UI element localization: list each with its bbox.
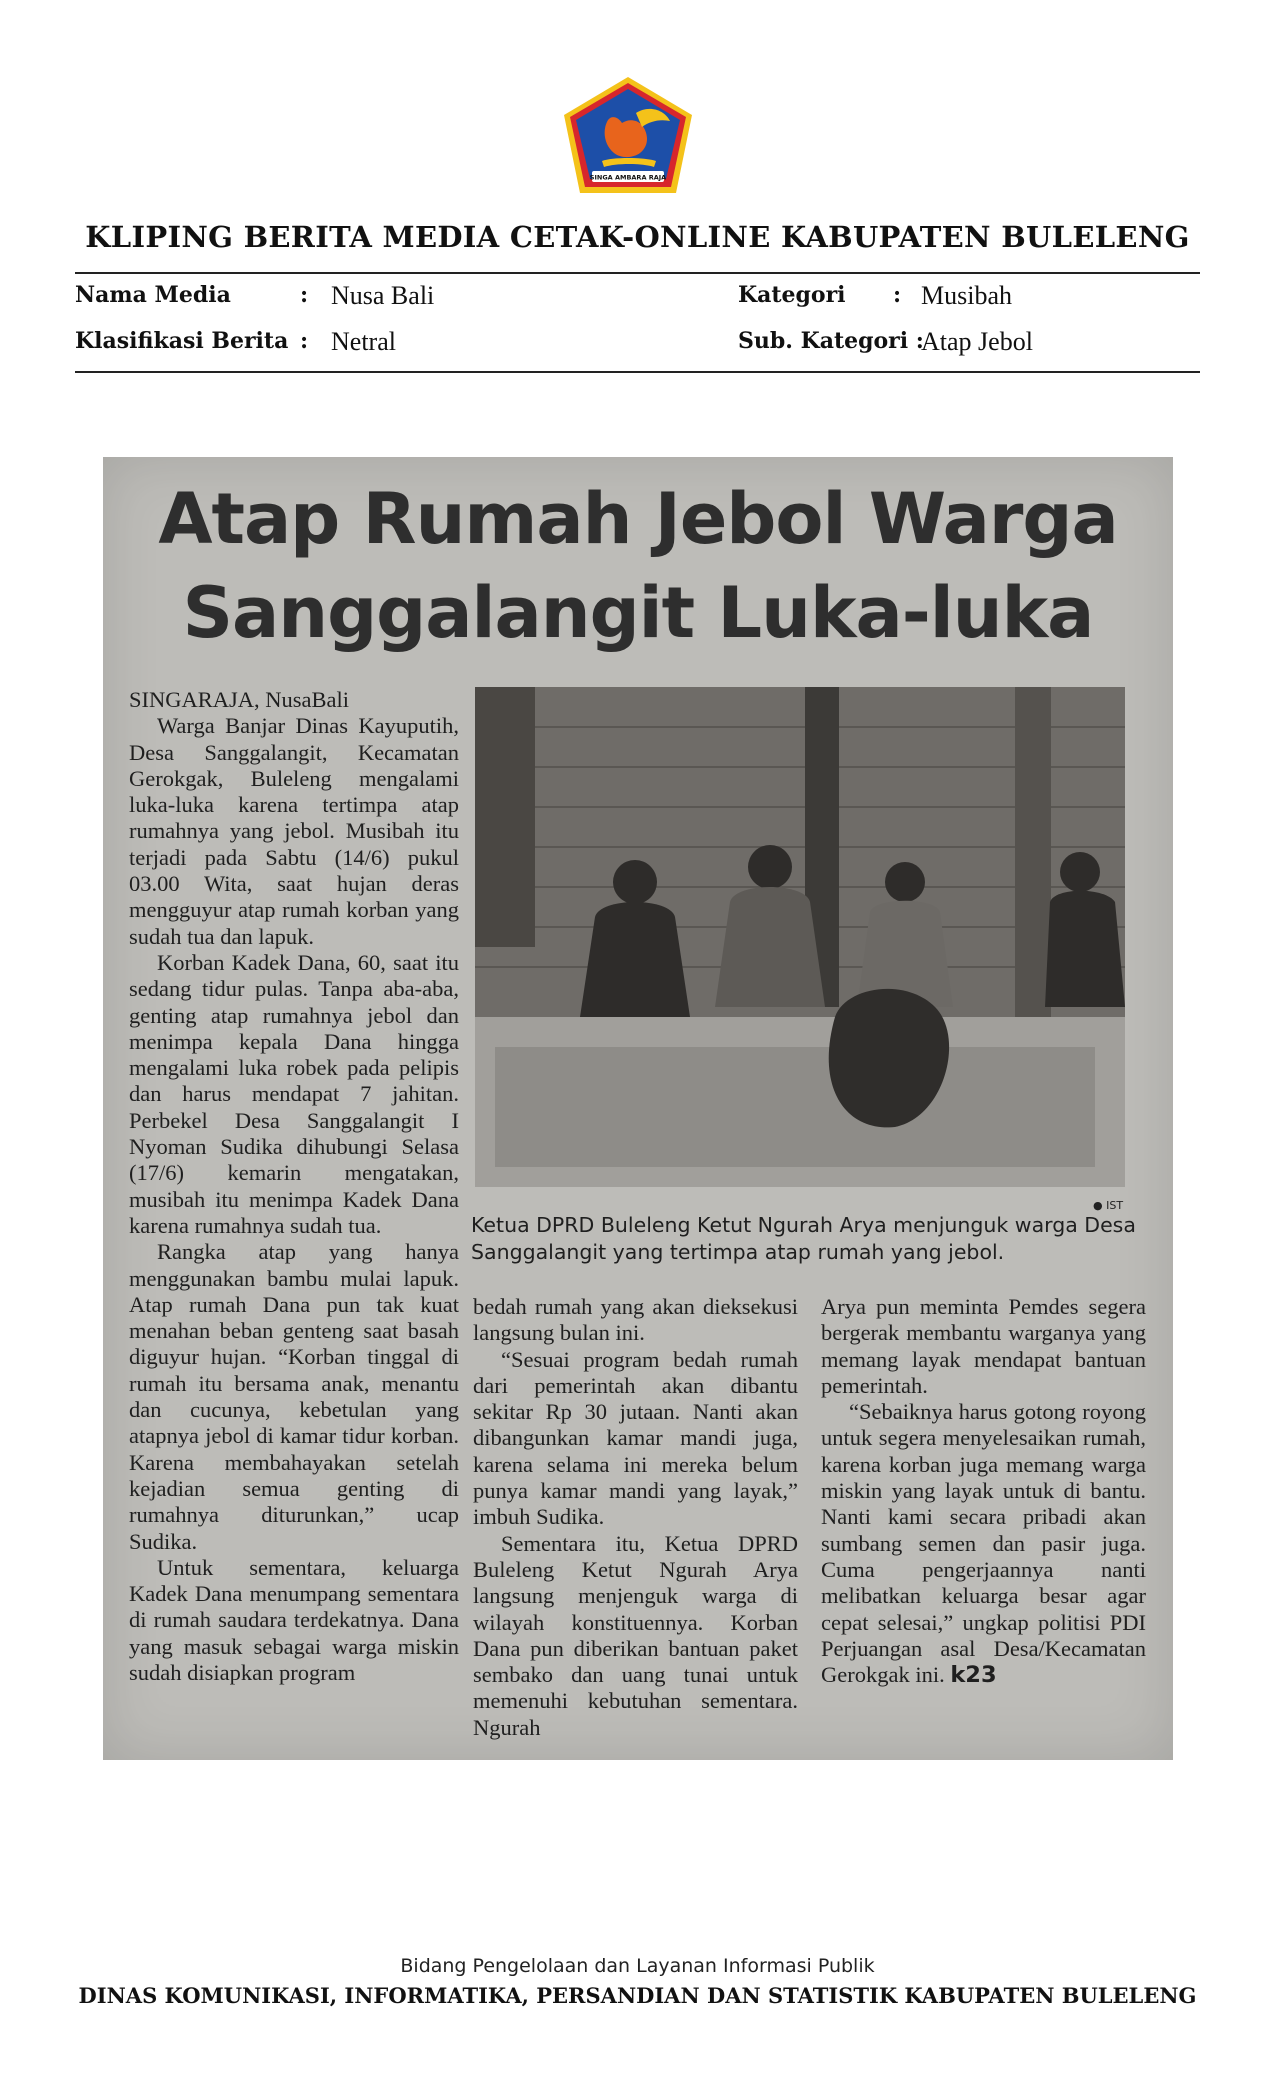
paragraph: Korban Kadek Dana, 60, saat itu sedang tidur pulas. Tanpa aba-aba, genting atap rumahnya jebol dan menimpa kepala Dana hingga mengalami luka robek pada pelipis dan harus mendapat 7 jahitan. Perbekel Desa Sanggalangit I Nyoman Sudika dihubungi Selasa (17/6) kemarin mengatakan, musibah itu menimpa Kadek Dana karena rumahnya sudah tua. bbox=[129, 949, 459, 1238]
klasifikasi-label: Klasifikasi Berita bbox=[75, 328, 289, 354]
divider-bottom bbox=[75, 371, 1200, 373]
buleleng-emblem bbox=[562, 75, 694, 200]
author-signature: k23 bbox=[950, 1662, 997, 1689]
paragraph: Untuk sementara, keluarga Kadek Dana menumpang sementara di rumah saudara terdekatnya. Dana yang masuk sebagai warga miskin sudah disiapkan program bbox=[129, 1554, 459, 1685]
kategori-label: Kategori bbox=[738, 282, 846, 308]
document-title: KLIPING BERITA MEDIA CETAK-ONLINE KABUPATEN BULELENG bbox=[85, 220, 1190, 254]
colon: : bbox=[893, 282, 902, 308]
paragraph: “Sesuai program bedah rumah dari pemerintah akan dibantu sekitar Rp 30 jutaan. Nanti akan dibangunkan kamar mandi juga, karena selama ini mereka belum punya kamar mandi yang layak,” imbuh Sudika. bbox=[473, 1346, 798, 1530]
article-column-2 bbox=[473, 1294, 798, 1741]
sub-kategori-value: Atap Jebol bbox=[921, 327, 1033, 356]
news-photo bbox=[475, 687, 1125, 1187]
dateline: SINGARAJA, NusaBali bbox=[129, 687, 350, 712]
paragraph: Warga Banjar Dinas Kayuputih, Desa Sanggalangit, Kecamatan Gerokgak, Buleleng mengalami luka-luka karena tertimpa atap rumahnya yang jebol. Musibah itu terjadi pada Sabtu (14/6) pukul 03.00 Wita, saat hujan deras mengguyur atap rumah korban yang sudah tua dan lapuk. bbox=[129, 713, 459, 949]
colon: : bbox=[300, 328, 309, 354]
mat bbox=[495, 1047, 1095, 1167]
colon: : bbox=[300, 282, 309, 308]
headline-line-2: Sanggalangit Luka-luka bbox=[182, 572, 1094, 654]
photo-caption: Ketua DPRD Buleleng Ketut Ngurah Arya menjunguk warga Desa Sanggalangit yang tertimpa atap rumah yang jebol. bbox=[471, 1213, 1136, 1264]
divider-top bbox=[75, 272, 1200, 274]
paragraph: Sementara itu, Ketua DPRD Buleleng Ketut Ngurah Arya langsung menjenguk warga di wilayah konstituennya. Korban Dana pun diberikan bantuan paket sembako dan uang tunai untuk memenuhi kebutuhan sementara. Ngurah bbox=[473, 1530, 798, 1740]
news-clipping bbox=[103, 457, 1173, 1760]
footer-agency: DINAS KOMUNIKASI, INFORMATIKA, PERSANDIAN DAN STATISTIK KABUPATEN BULELENG bbox=[78, 1983, 1197, 2008]
sub-kategori-label: Sub. Kategori : bbox=[738, 328, 924, 354]
article-column-1 bbox=[129, 687, 459, 1686]
door bbox=[475, 687, 535, 947]
paragraph: bedah rumah yang akan dieksekusi langsung bulan ini. bbox=[473, 1294, 798, 1346]
photo-credit: ● IST bbox=[1093, 1199, 1124, 1212]
paragraph-text: “Sebaiknya harus gotong royong untuk segera menyelesaikan rumah, karena korban juga memang warga miskin yang layak untuk di bantu. Nanti kami secara pribadi akan sumbang semen dan pasir juga. Cuma pengerjaannya nanti melibatkan keluarga besar agar cepat selesai,” ungkap politisi PDI Perjuangan asal Desa/Kecamatan Gerokgak ini. bbox=[821, 1399, 1146, 1688]
paragraph: Rangka atap yang hanya menggunakan bambu mulai lapuk. Atap rumah Dana pun tak kuat menahan beban genteng saat basah diguyur hujan. “Korban tinggal di rumah itu bersama anak, menantu dan cucunya, kebetulan yang atapnya jebol di kamar tidur korban. Karena membahayakan setelah kejadian semua genting di rumahnya diturunkan,” ucap Sudika. bbox=[129, 1239, 459, 1554]
paragraph: Arya pun meminta Pemdes segera bergerak membantu warganya yang memang layak mendapat bantuan pemerintah. bbox=[821, 1294, 1146, 1398]
headline-line-1: Atap Rumah Jebol Warga bbox=[158, 478, 1118, 560]
nama-media-label: Nama Media bbox=[75, 282, 231, 308]
kategori-value: Musibah bbox=[921, 281, 1012, 310]
photo-credit-text: IST bbox=[1106, 1199, 1124, 1212]
nama-media-value: Nusa Bali bbox=[331, 281, 435, 310]
footer-department: Bidang Pengelolaan dan Layanan Informasi Publik bbox=[400, 1955, 875, 1977]
emblem-ribbon-text: SINGA AMBARA RAJA bbox=[589, 173, 667, 182]
article-column-3 bbox=[821, 1294, 1146, 1688]
klasifikasi-value: Netral bbox=[331, 327, 396, 356]
paragraph bbox=[821, 1399, 1146, 1688]
